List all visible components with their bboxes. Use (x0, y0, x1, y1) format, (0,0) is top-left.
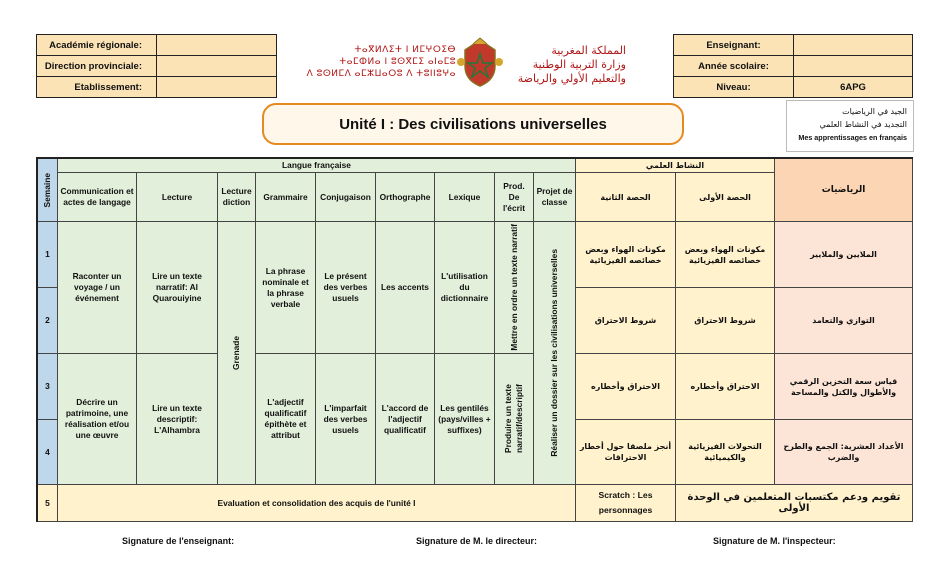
enseignant-label: Enseignant: (674, 35, 794, 56)
conjugaison-block-a: Le présent des verbes usuels (316, 222, 376, 354)
academie-value (157, 35, 277, 56)
grammaire-block-b: L'adjectif qualificatif épithète et attribut (256, 354, 316, 485)
left-info-table (36, 34, 277, 98)
communication-block-a: Raconter un voyage / un événement (58, 222, 137, 354)
tifinagh-line-2: ⵜⴰⵎⵀⵍⴰ ⵏ ⵓⵙⴳⵎⵉ ⴰⵏⴰⵎⵓ (339, 57, 456, 67)
col-conjugaison: Conjugaison (316, 173, 376, 222)
week-4: 4 (38, 420, 58, 485)
langue-header: Langue française (58, 159, 576, 173)
diction-text: Grenade (231, 336, 241, 370)
series-line-1: الجيد في الرياضيات (842, 107, 907, 116)
week-5: 5 (38, 485, 58, 522)
lecture-block-b: Lire un texte descriptif: L'Alhambra (137, 354, 218, 485)
arabic-line-1: المملكة المغربية (551, 44, 626, 57)
production-text-b: Produire un texte narratif/descriptif (503, 384, 524, 454)
series-note (786, 100, 914, 152)
week-1: 1 (38, 222, 58, 288)
right-info-table (673, 34, 913, 98)
science-s2-week-1: مكونات الهواء وبعض خصائصه الفيزيائية (576, 222, 676, 288)
science-s1-week-1: مكونات الهواء وبعض خصائصه الفيزيائية (676, 222, 775, 288)
col-production: Prod. De l'écrit (495, 173, 534, 222)
science-s1-week-2: شروط الاحتراق (676, 288, 775, 354)
series-line-3: Mes apprentissages en français (798, 133, 907, 142)
production-block-b (495, 354, 534, 485)
projet-cell (534, 222, 576, 485)
etablissement-label: Etablissement: (37, 77, 157, 98)
col-seance-2: الحصة الثانية (576, 173, 676, 222)
orthographe-block-b: L'accord de l'adjectif qualificatif (376, 354, 435, 485)
science-s2-week-3: الاحتراق وأخطاره (576, 354, 676, 420)
grammaire-block-a: La phrase nominale et la phrase verbale (256, 222, 316, 354)
col-grammaire: Grammaire (256, 173, 316, 222)
col-projet: Projet de classe (534, 173, 576, 222)
direction-value (157, 56, 277, 77)
col-lecture-diction: Lecture diction (218, 173, 256, 222)
lecture-block-a: Lire un texte narratif: Al Quarouiyine (137, 222, 218, 354)
enseignant-value (794, 35, 913, 56)
series-line-2: التجديد في النشاط العلمي (819, 120, 907, 129)
col-seance-1: الحصة الأولى (676, 173, 775, 222)
production-block-a (495, 222, 534, 354)
tifinagh-line-1: ⵜⴰⴳⵍⴷⵉⵜ ⵏ ⵍⵎⵖⵔⵉⴱ (354, 45, 456, 55)
niveau-value: 6APG (794, 77, 913, 98)
math-header: الرياضيات (775, 159, 913, 222)
etablissement-value (157, 77, 277, 98)
semaine-header: Semaine (38, 159, 58, 222)
science-s2-week-2: شروط الاحتراق (576, 288, 676, 354)
lexique-block-a: L'utilisation du dictionnaire (435, 222, 495, 354)
evaluation-row-fr: Evaluation et consolidation des acquis de l'unité I (58, 485, 576, 522)
unit-title: Unité I : Des civilisations universelles (339, 115, 607, 133)
math-week-4: الأعداد العشرية: الجمع والطرح والضرب (775, 420, 913, 485)
week-3: 3 (38, 354, 58, 420)
unit-title-banner (262, 103, 684, 145)
science-s2-week-4: أنجز ملصقا حول أخطار الاحتراقات (576, 420, 676, 485)
math-week-3: قياس سعة التخزين الرقمي والأطوال والكتل والمساحة (775, 354, 913, 420)
week-2: 2 (38, 288, 58, 354)
annee-value (794, 56, 913, 77)
production-text-a: Mettre en ordre un texte narratif (508, 224, 519, 351)
col-communication: Communication et actes de langage (58, 173, 137, 222)
tifinagh-line-3: ⴷ ⵓⵙⵍⵎⴷ ⴰⵎⵣⵡⴰⵔⵓ ⴷ ⵜⵓⵏⵏⵓⵖⴰ (306, 69, 456, 79)
ministry-tifinagh (300, 44, 456, 80)
evaluation-row-ar: تقويم ودعم مكتسبات المتعلمين في الوحدة الأولى (676, 485, 913, 522)
math-week-2: التوازي والتعامد (775, 288, 913, 354)
royal-emblem-icon (457, 36, 503, 88)
math-week-1: الملايين والملايير (775, 222, 913, 288)
projet-text: Réaliser un dossier sur les civilisations universelles (549, 249, 559, 457)
scratch-cell: Scratch : Les personnages (576, 485, 676, 522)
niveau-label: Niveau: (674, 77, 794, 98)
planning-grid (36, 157, 913, 522)
academie-label: Académie régionale: (37, 35, 157, 56)
conjugaison-block-b: L'imparfait des verbes usuels (316, 354, 376, 485)
col-orthographe: Orthographe (376, 173, 435, 222)
lexique-block-b: Les gentilés (pays/villes + suffixes) (435, 354, 495, 485)
col-lecture: Lecture (137, 173, 218, 222)
science-s1-week-4: التحولات الفيزيائية والكيميائية (676, 420, 775, 485)
ministry-arabic (506, 44, 626, 86)
arabic-line-2: وزارة التربية الوطنية (532, 58, 626, 71)
diction-cell (218, 222, 256, 485)
orthographe-block-a: Les accents (376, 222, 435, 354)
signature-inspector: Signature de M. l'inspecteur: (713, 536, 836, 546)
signature-teacher: Signature de l'enseignant: (122, 536, 235, 546)
signature-director: Signature de M. le directeur: (416, 536, 538, 546)
science-s1-week-3: الاحتراق وأخطاره (676, 354, 775, 420)
annee-label: Année scolaire: (674, 56, 794, 77)
communication-block-b: Décrire un patrimoine, une réalisation et/ou une œuvre (58, 354, 137, 485)
science-header: النشاط العلمي (576, 159, 775, 173)
col-lexique: Lexique (435, 173, 495, 222)
arabic-line-3: والتعليم الأولي والرياضة (517, 72, 626, 85)
direction-label: Direction provinciale: (37, 56, 157, 77)
